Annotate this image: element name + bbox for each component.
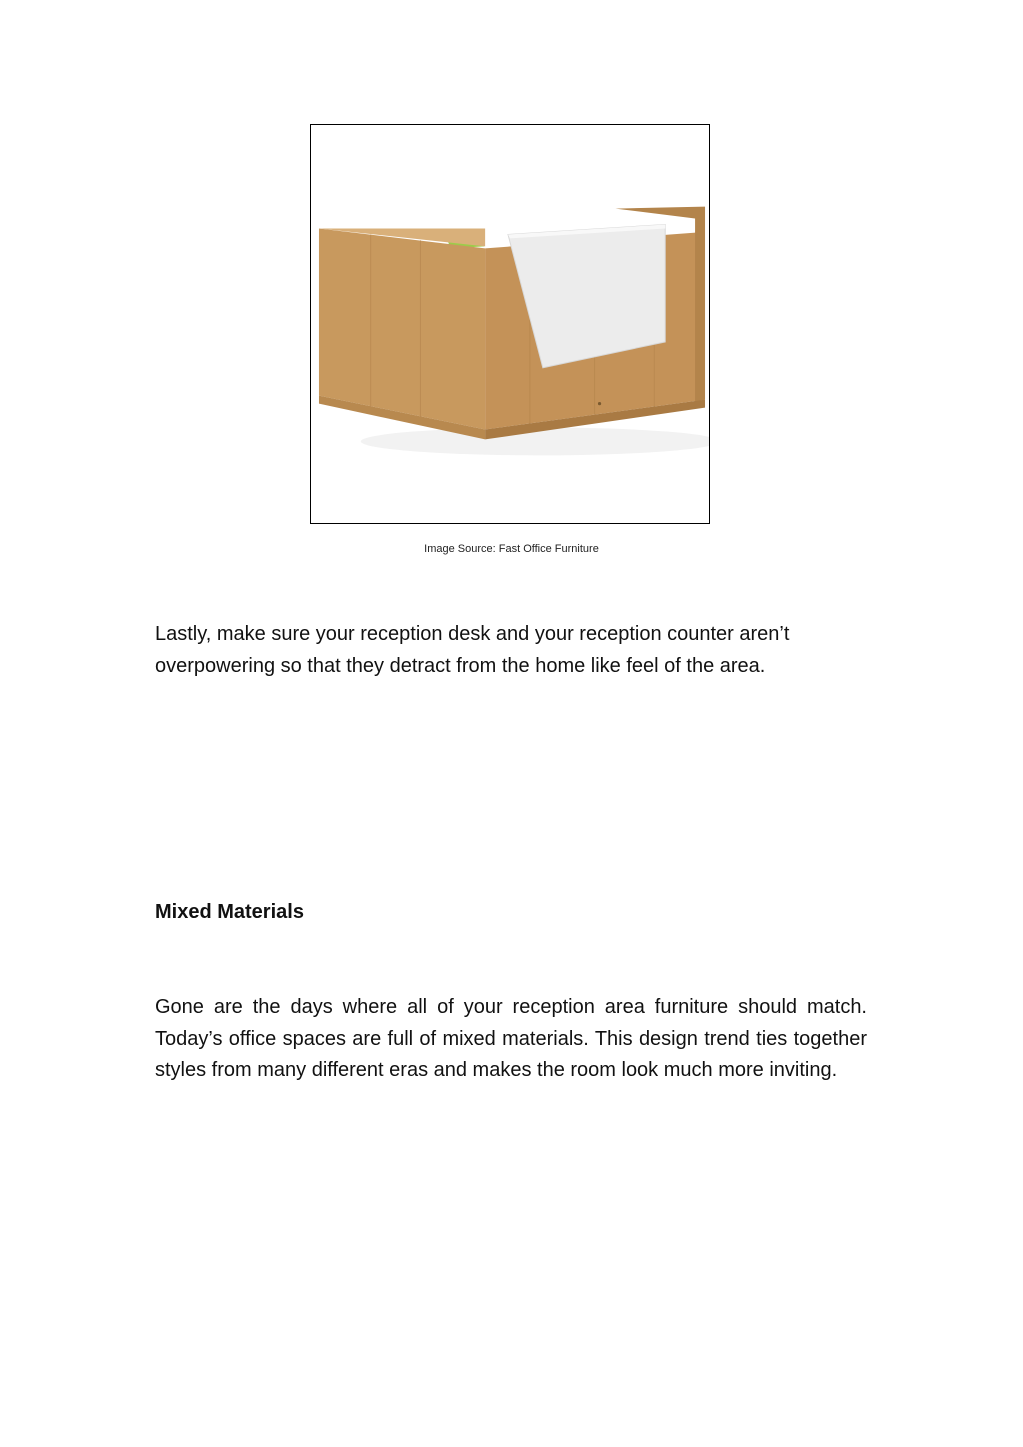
mixed-materials-paragraph: Gone are the days where all of your reception area furniture should match. Today’s office spaces are full of mixed materials. This design trend ties together styles from many different eras and makes the room look much more inviting. <box>155 996 867 1081</box>
reception-desk-image <box>310 124 710 524</box>
image-caption: Image Source: Fast Office Furniture <box>424 543 599 555</box>
lock-dot <box>598 402 601 405</box>
section-heading-mixed-materials: Mixed Materials <box>155 901 304 923</box>
desk-side-panel <box>319 228 485 429</box>
intro-paragraph: Lastly, make sure your reception desk and your reception counter aren’t overpowering so that they detract from the home like feel of the area. <box>155 623 790 677</box>
reception-desk-illustration <box>311 125 709 523</box>
